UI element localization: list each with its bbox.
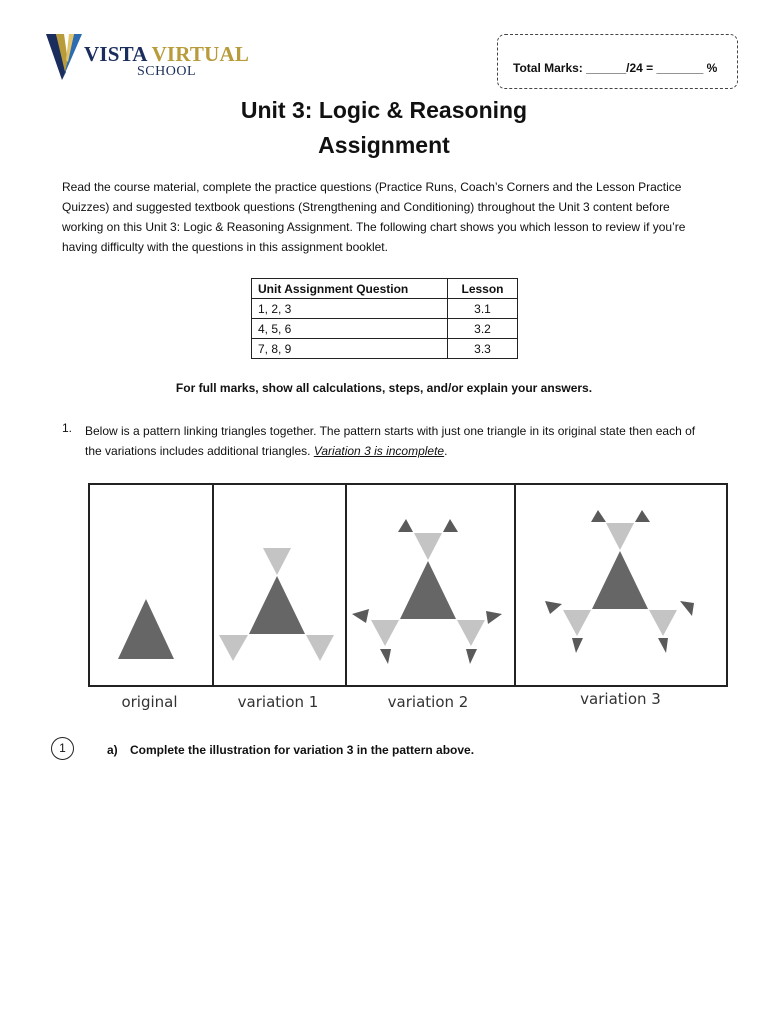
table-header-lesson: Lesson (448, 279, 518, 299)
table-cell-lesson: 3.1 (448, 299, 518, 319)
light-triangle-top (263, 548, 291, 575)
question-1-emphasis: Variation 3 is incomplete (313, 444, 445, 458)
table-header-row (252, 279, 518, 299)
pattern-diagram (88, 483, 728, 688)
marks-circle: 1 (51, 737, 74, 760)
table-row (252, 339, 518, 359)
light-triangle-top (414, 533, 442, 560)
page-title-line2: Assignment (318, 132, 450, 158)
total-marks-text: Total Marks: ______/24 = _______ % (513, 61, 718, 75)
table-cell-questions: 7, 8, 9 (252, 339, 448, 359)
triangle-pattern-figure (88, 483, 728, 711)
dark-triangle-left-a (352, 609, 369, 623)
part-a-text: Complete the illustration for variation 3 in the pattern above. (130, 743, 475, 757)
dark-triangle-left-b (380, 649, 391, 664)
dark-triangle-right-a (486, 611, 502, 624)
full-marks-note: For full marks, show all calculations, steps, and/or explain your answers. (175, 381, 593, 395)
caption-variation-1: variation 1 (237, 693, 319, 711)
question-1-end: . (444, 444, 448, 458)
table-header-question: Unit Assignment Question (252, 279, 448, 299)
question-1-number: 1. (62, 421, 73, 435)
panel-variation-1 (219, 548, 334, 661)
dark-triangle-top-right (443, 519, 458, 532)
panel-variation-2 (352, 519, 502, 664)
center-triangle (592, 551, 648, 609)
dark-triangle-top-right (635, 510, 650, 522)
caption-variation-2: variation 2 (387, 693, 469, 711)
logo-v-icon (44, 32, 84, 84)
light-triangle-top (606, 523, 634, 550)
dark-triangle-top-left (591, 510, 606, 522)
logo-name-virtual: VIRTUAL (151, 42, 250, 66)
light-triangle-right (457, 620, 485, 646)
panel-original (118, 599, 174, 659)
dark-triangle-top-left (398, 519, 413, 532)
school-logo (44, 32, 250, 84)
dark-triangle-right-a (680, 601, 694, 616)
panel-variation-3 (545, 510, 694, 653)
table-cell-lesson: 3.2 (448, 319, 518, 339)
logo-school: SCHOOL (137, 64, 197, 79)
table-cell-lesson: 3.3 (448, 339, 518, 359)
total-marks-box (497, 34, 738, 89)
dark-triangle-left-b (572, 638, 583, 653)
logo-name-vista: VISTA (84, 42, 147, 66)
table-row (252, 319, 518, 339)
dark-triangle-left-a (545, 601, 562, 614)
caption-original: original (121, 693, 178, 711)
dark-triangle-right-b (466, 649, 477, 664)
light-triangle-right (306, 635, 334, 661)
light-triangle-right (649, 610, 677, 636)
original-triangle (118, 599, 174, 659)
intro-paragraph: Read the course material, complete the practice questions (Practice Runs, Coach’s Corners and the Lesson Practice Quizzes) and suggested textbook questions (Strengthening and Conditioning) throughout the Unit 3 content before working on this Unit 3: Logic & Reasoning Assignment. The following chart shows you which lesson to review if you’re having difficulty with the questions in this assignment booklet. (62, 180, 686, 254)
table-cell-questions: 1, 2, 3 (252, 299, 448, 319)
question-1-body: Below is a pattern linking triangles together. The pattern starts with just one triangle in its original state then each of the variations includes additional triangles. (85, 424, 696, 458)
caption-variation-3: variation 3 (580, 690, 661, 708)
light-triangle-left (563, 610, 591, 636)
light-triangle-left (219, 635, 248, 661)
center-triangle (249, 576, 305, 634)
part-a-label: a) (107, 743, 118, 757)
dark-triangle-right-b (658, 638, 668, 653)
table-cell-questions: 4, 5, 6 (252, 319, 448, 339)
question-1-text (85, 421, 715, 461)
table-row (252, 299, 518, 319)
light-triangle-left (371, 620, 399, 646)
center-triangle (400, 561, 456, 619)
lesson-table (251, 278, 518, 359)
page-title-line1: Unit 3: Logic & Reasoning (240, 97, 528, 123)
